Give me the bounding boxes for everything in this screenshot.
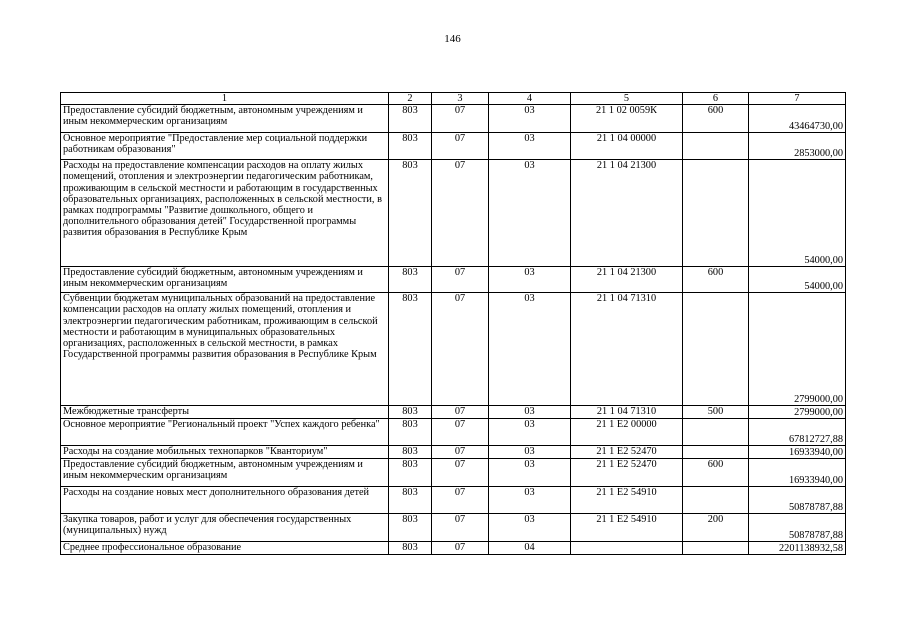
cell-subsection-code: 03 (489, 267, 571, 293)
cell-subsection-code: 03 (489, 406, 571, 419)
cell-description: Основное мероприятие "Региональный проект "Успех каждого ребенка" (61, 419, 389, 446)
cell-description: Субвенции бюджетам муниципальных образований на предоставление компенсации расходов на оплату жилых помещений, отопления и электроэнергии педагогическим работникам, проживающим в сельской местности и работающим в муниципальных образовательных организациях, расположенных в сельской местности, в рамках Государственной программы развития образования в Республике Крым (61, 293, 389, 406)
column-header: 7 (749, 93, 846, 105)
cell-section-code: 07 (432, 542, 489, 555)
cell-section-code: 07 (432, 133, 489, 160)
cell-amount: 2201138932,58 (749, 542, 846, 555)
cell-section-code: 07 (432, 406, 489, 419)
cell-expense-type (683, 160, 749, 267)
cell-expense-type (683, 133, 749, 160)
cell-target-article: 21 1 E2 54910 (571, 487, 683, 514)
cell-target-article: 21 1 E2 52470 (571, 459, 683, 487)
table-row (61, 267, 846, 293)
cell-amount: 16933940,00 (749, 459, 846, 487)
cell-subsection-code: 03 (489, 133, 571, 160)
cell-amount: 2799000,00 (749, 293, 846, 406)
table-row (61, 133, 846, 160)
cell-section-code: 07 (432, 514, 489, 542)
column-header: 6 (683, 93, 749, 105)
cell-subsection-code: 03 (489, 514, 571, 542)
column-header: 1 (61, 93, 389, 105)
cell-ministry-code: 803 (389, 160, 432, 267)
cell-expense-type: 600 (683, 267, 749, 293)
table-body (61, 93, 846, 555)
cell-subsection-code: 03 (489, 419, 571, 446)
cell-section-code: 07 (432, 160, 489, 267)
cell-description: Предоставление субсидий бюджетным, автономным учреждениям и иным некоммерческим организациям (61, 105, 389, 133)
cell-ministry-code: 803 (389, 542, 432, 555)
cell-subsection-code: 03 (489, 487, 571, 514)
cell-ministry-code: 803 (389, 419, 432, 446)
cell-ministry-code: 803 (389, 487, 432, 514)
cell-target-article: 21 1 04 21300 (571, 267, 683, 293)
cell-amount: 2799000,00 (749, 406, 846, 419)
table-header-row (61, 93, 846, 105)
cell-ministry-code: 803 (389, 267, 432, 293)
cell-description: Межбюджетные трансферты (61, 406, 389, 419)
cell-section-code: 07 (432, 459, 489, 487)
cell-description: Расходы на предоставление компенсации расходов на оплату жилых помещений, отопления и электроэнергии педагогическим работникам, проживающим в сельской местности и работающим в государственных образовательных организациях, расположенных в сельской местности, в рамках подпрограммы "Развитие дошкольного, общего и дополнительного образования детей" Государственной программы развития образования в Республике Крым (61, 160, 389, 267)
table-row (61, 459, 846, 487)
cell-description: Предоставление субсидий бюджетным, автономным учреждениям и иным некоммерческим организациям (61, 459, 389, 487)
column-header: 2 (389, 93, 432, 105)
cell-subsection-code: 03 (489, 293, 571, 406)
table-row (61, 487, 846, 514)
cell-expense-type: 600 (683, 459, 749, 487)
cell-ministry-code: 803 (389, 459, 432, 487)
cell-expense-type (683, 446, 749, 459)
cell-description: Предоставление субсидий бюджетным, автономным учреждениям и иным некоммерческим организациям (61, 267, 389, 293)
table-row (61, 514, 846, 542)
cell-target-article: 21 1 04 00000 (571, 133, 683, 160)
cell-amount: 50878787,88 (749, 487, 846, 514)
table-row (61, 293, 846, 406)
cell-ministry-code: 803 (389, 446, 432, 459)
table-row (61, 419, 846, 446)
cell-ministry-code: 803 (389, 105, 432, 133)
cell-ministry-code: 803 (389, 293, 432, 406)
column-header: 4 (489, 93, 571, 105)
cell-expense-type: 500 (683, 406, 749, 419)
column-header: 3 (432, 93, 489, 105)
cell-description: Среднее профессиональное образование (61, 542, 389, 555)
cell-amount: 50878787,88 (749, 514, 846, 542)
cell-target-article: 21 1 E2 00000 (571, 419, 683, 446)
cell-amount: 16933940,00 (749, 446, 846, 459)
cell-expense-type: 600 (683, 105, 749, 133)
cell-target-article: 21 1 04 71310 (571, 293, 683, 406)
cell-subsection-code: 03 (489, 105, 571, 133)
cell-expense-type (683, 419, 749, 446)
cell-ministry-code: 803 (389, 514, 432, 542)
column-header: 5 (571, 93, 683, 105)
cell-subsection-code: 03 (489, 459, 571, 487)
cell-amount: 67812727,88 (749, 419, 846, 446)
cell-section-code: 07 (432, 267, 489, 293)
cell-description: Закупка товаров, работ и услуг для обеспечения государственных (муниципальных) нужд (61, 514, 389, 542)
cell-subsection-code: 03 (489, 160, 571, 267)
cell-subsection-code: 03 (489, 446, 571, 459)
cell-ministry-code: 803 (389, 406, 432, 419)
cell-section-code: 07 (432, 446, 489, 459)
cell-section-code: 07 (432, 487, 489, 514)
cell-amount: 54000,00 (749, 160, 846, 267)
table-row (61, 406, 846, 419)
page-number: 146 (444, 33, 461, 45)
cell-expense-type (683, 487, 749, 514)
budget-table (60, 92, 846, 555)
cell-amount: 54000,00 (749, 267, 846, 293)
cell-target-article: 21 1 04 21300 (571, 160, 683, 267)
cell-target-article: 21 1 E2 54910 (571, 514, 683, 542)
cell-expense-type: 200 (683, 514, 749, 542)
cell-expense-type (683, 293, 749, 406)
cell-amount: 43464730,00 (749, 105, 846, 133)
cell-amount: 2853000,00 (749, 133, 846, 160)
cell-ministry-code: 803 (389, 133, 432, 160)
cell-section-code: 07 (432, 293, 489, 406)
cell-target-article: 21 1 04 71310 (571, 406, 683, 419)
cell-target-article: 21 1 E2 52470 (571, 446, 683, 459)
table-row (61, 105, 846, 133)
cell-description: Расходы на создание новых мест дополнительного образования детей (61, 487, 389, 514)
cell-expense-type (683, 542, 749, 555)
table-row (61, 160, 846, 267)
cell-subsection-code: 04 (489, 542, 571, 555)
table-row (61, 446, 846, 459)
cell-description: Расходы на создание мобильных технопарков "Кванториум" (61, 446, 389, 459)
table-row (61, 542, 846, 555)
cell-target-article: 21 1 02 0059К (571, 105, 683, 133)
cell-target-article (571, 542, 683, 555)
cell-description: Основное мероприятие "Предоставление мер социальной поддержки работникам образования" (61, 133, 389, 160)
cell-section-code: 07 (432, 105, 489, 133)
cell-section-code: 07 (432, 419, 489, 446)
